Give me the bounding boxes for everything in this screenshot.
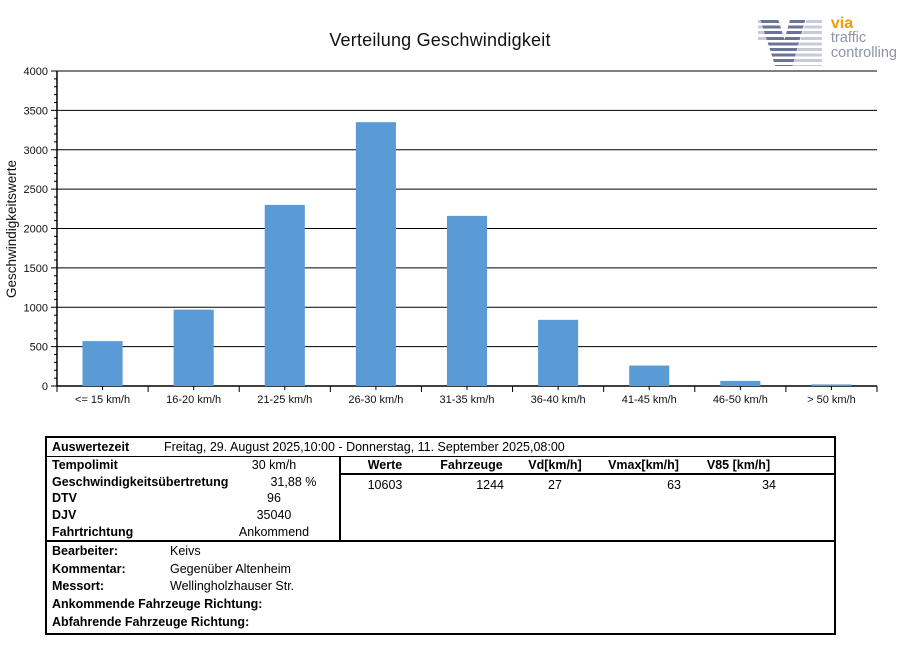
meta-label: Abfahrende Fahrzeuge Richtung: — [52, 615, 250, 630]
meta-row — [47, 595, 834, 613]
auswertezeit-value: Freitag, 29. August 2025,10:00 - Donnerstag, 11. September 2025,08:00 — [164, 440, 565, 454]
y-tick-label: 4000 — [23, 66, 48, 78]
stats-header-row — [341, 457, 834, 475]
bar-41-45 km/h — [629, 366, 669, 386]
bar-<= 15 km/h — [83, 341, 123, 386]
meta-label: Bearbeiter: — [52, 543, 118, 558]
auswertezeit-row — [47, 438, 834, 457]
meta-row — [47, 542, 834, 560]
meta-row — [47, 560, 834, 578]
stats-header: Fahrzeuge — [440, 458, 503, 472]
plot-group — [24, 66, 877, 406]
stats-value: 34 — [762, 478, 776, 492]
summary-value: 31,88 % — [270, 474, 317, 489]
x-category-label: 31-35 km/h — [439, 394, 495, 406]
x-category-label: <= 15 km/h — [75, 394, 131, 406]
summary-left-column — [47, 457, 339, 540]
stats-header: Vd[km/h] — [528, 458, 582, 472]
summary-row — [47, 474, 339, 491]
page-title: Verteilung Geschwindigkeit — [329, 30, 551, 50]
stats-values-row — [341, 475, 834, 495]
meta-label: Messort: — [52, 579, 105, 594]
y-tick-label: 500 — [29, 341, 48, 354]
report-table — [45, 436, 836, 635]
meta-value: Wellingholzhauser Str. — [170, 579, 295, 594]
summary-label: DJV — [52, 508, 77, 523]
summary-section — [47, 457, 834, 542]
bar-31-35 km/h — [447, 216, 487, 386]
stats-header: V85 [km/h] — [706, 458, 771, 472]
meta-row — [47, 613, 834, 631]
y-tick-label: 3500 — [23, 105, 48, 118]
bar-16-20 km/h — [174, 310, 214, 386]
bar-26-30 km/h — [356, 122, 396, 386]
logo-line1: traffic — [830, 30, 867, 46]
stats-value: 1244 — [476, 478, 504, 492]
y-axis-title: Geschwindigkeitswerte — [4, 159, 19, 299]
bar-> 50 km/h — [811, 384, 851, 386]
stats-box — [339, 457, 834, 540]
summary-value: 35040 — [256, 508, 292, 523]
meta-value: Gegenüber Altenheim — [170, 561, 291, 576]
summary-label: Fahrtrichtung — [52, 524, 134, 539]
stats-header: Vmax[km/h] — [608, 458, 679, 472]
stats-header: Werte — [367, 458, 403, 472]
x-category-label: 16-20 km/h — [166, 394, 222, 406]
y-tick-label: 2000 — [23, 223, 48, 236]
summary-row — [47, 490, 339, 507]
x-category-label: 21-25 km/h — [257, 394, 313, 406]
meta-value: Keivs — [170, 543, 201, 558]
y-tick-label: 0 — [41, 381, 48, 393]
x-category-label: 46-50 km/h — [712, 394, 768, 406]
summary-row — [47, 457, 339, 474]
x-category-label: 36-40 km/h — [530, 394, 586, 406]
meta-label: Kommentar: — [52, 561, 126, 576]
y-tick-label: 1500 — [23, 262, 48, 275]
logo-line2: controlling — [830, 45, 897, 61]
stats-value: 10603 — [367, 478, 403, 492]
bar-21-25 km/h — [265, 205, 305, 386]
meta-row — [47, 578, 834, 596]
auswertezeit-label: Auswertezeit — [52, 440, 130, 454]
y-tick-label: 1000 — [23, 302, 48, 315]
summary-label: DTV — [52, 491, 77, 506]
logo-brand: via — [830, 15, 854, 32]
bar-36-40 km/h — [538, 320, 578, 386]
summary-row — [47, 523, 339, 540]
summary-row — [47, 507, 339, 524]
summary-label: Geschwindigkeitsübertretung — [52, 474, 229, 489]
summary-label: Tempolimit — [52, 458, 118, 473]
stats-value: 63 — [667, 478, 681, 492]
summary-value: 30 km/h — [251, 458, 297, 473]
x-category-label: 26-30 km/h — [348, 394, 404, 406]
x-category-label: > 50 km/h — [807, 394, 856, 406]
y-tick-label: 2500 — [23, 184, 48, 197]
meta-section — [47, 542, 834, 631]
bar-46-50 km/h — [720, 381, 760, 386]
summary-value: Ankommend — [238, 524, 310, 539]
summary-value: 96 — [267, 491, 281, 506]
y-tick-label: 3000 — [23, 144, 48, 157]
meta-label: Ankommende Fahrzeuge Richtung: — [52, 597, 263, 612]
stats-value: 27 — [548, 478, 562, 492]
x-category-label: 41-45 km/h — [621, 394, 677, 406]
